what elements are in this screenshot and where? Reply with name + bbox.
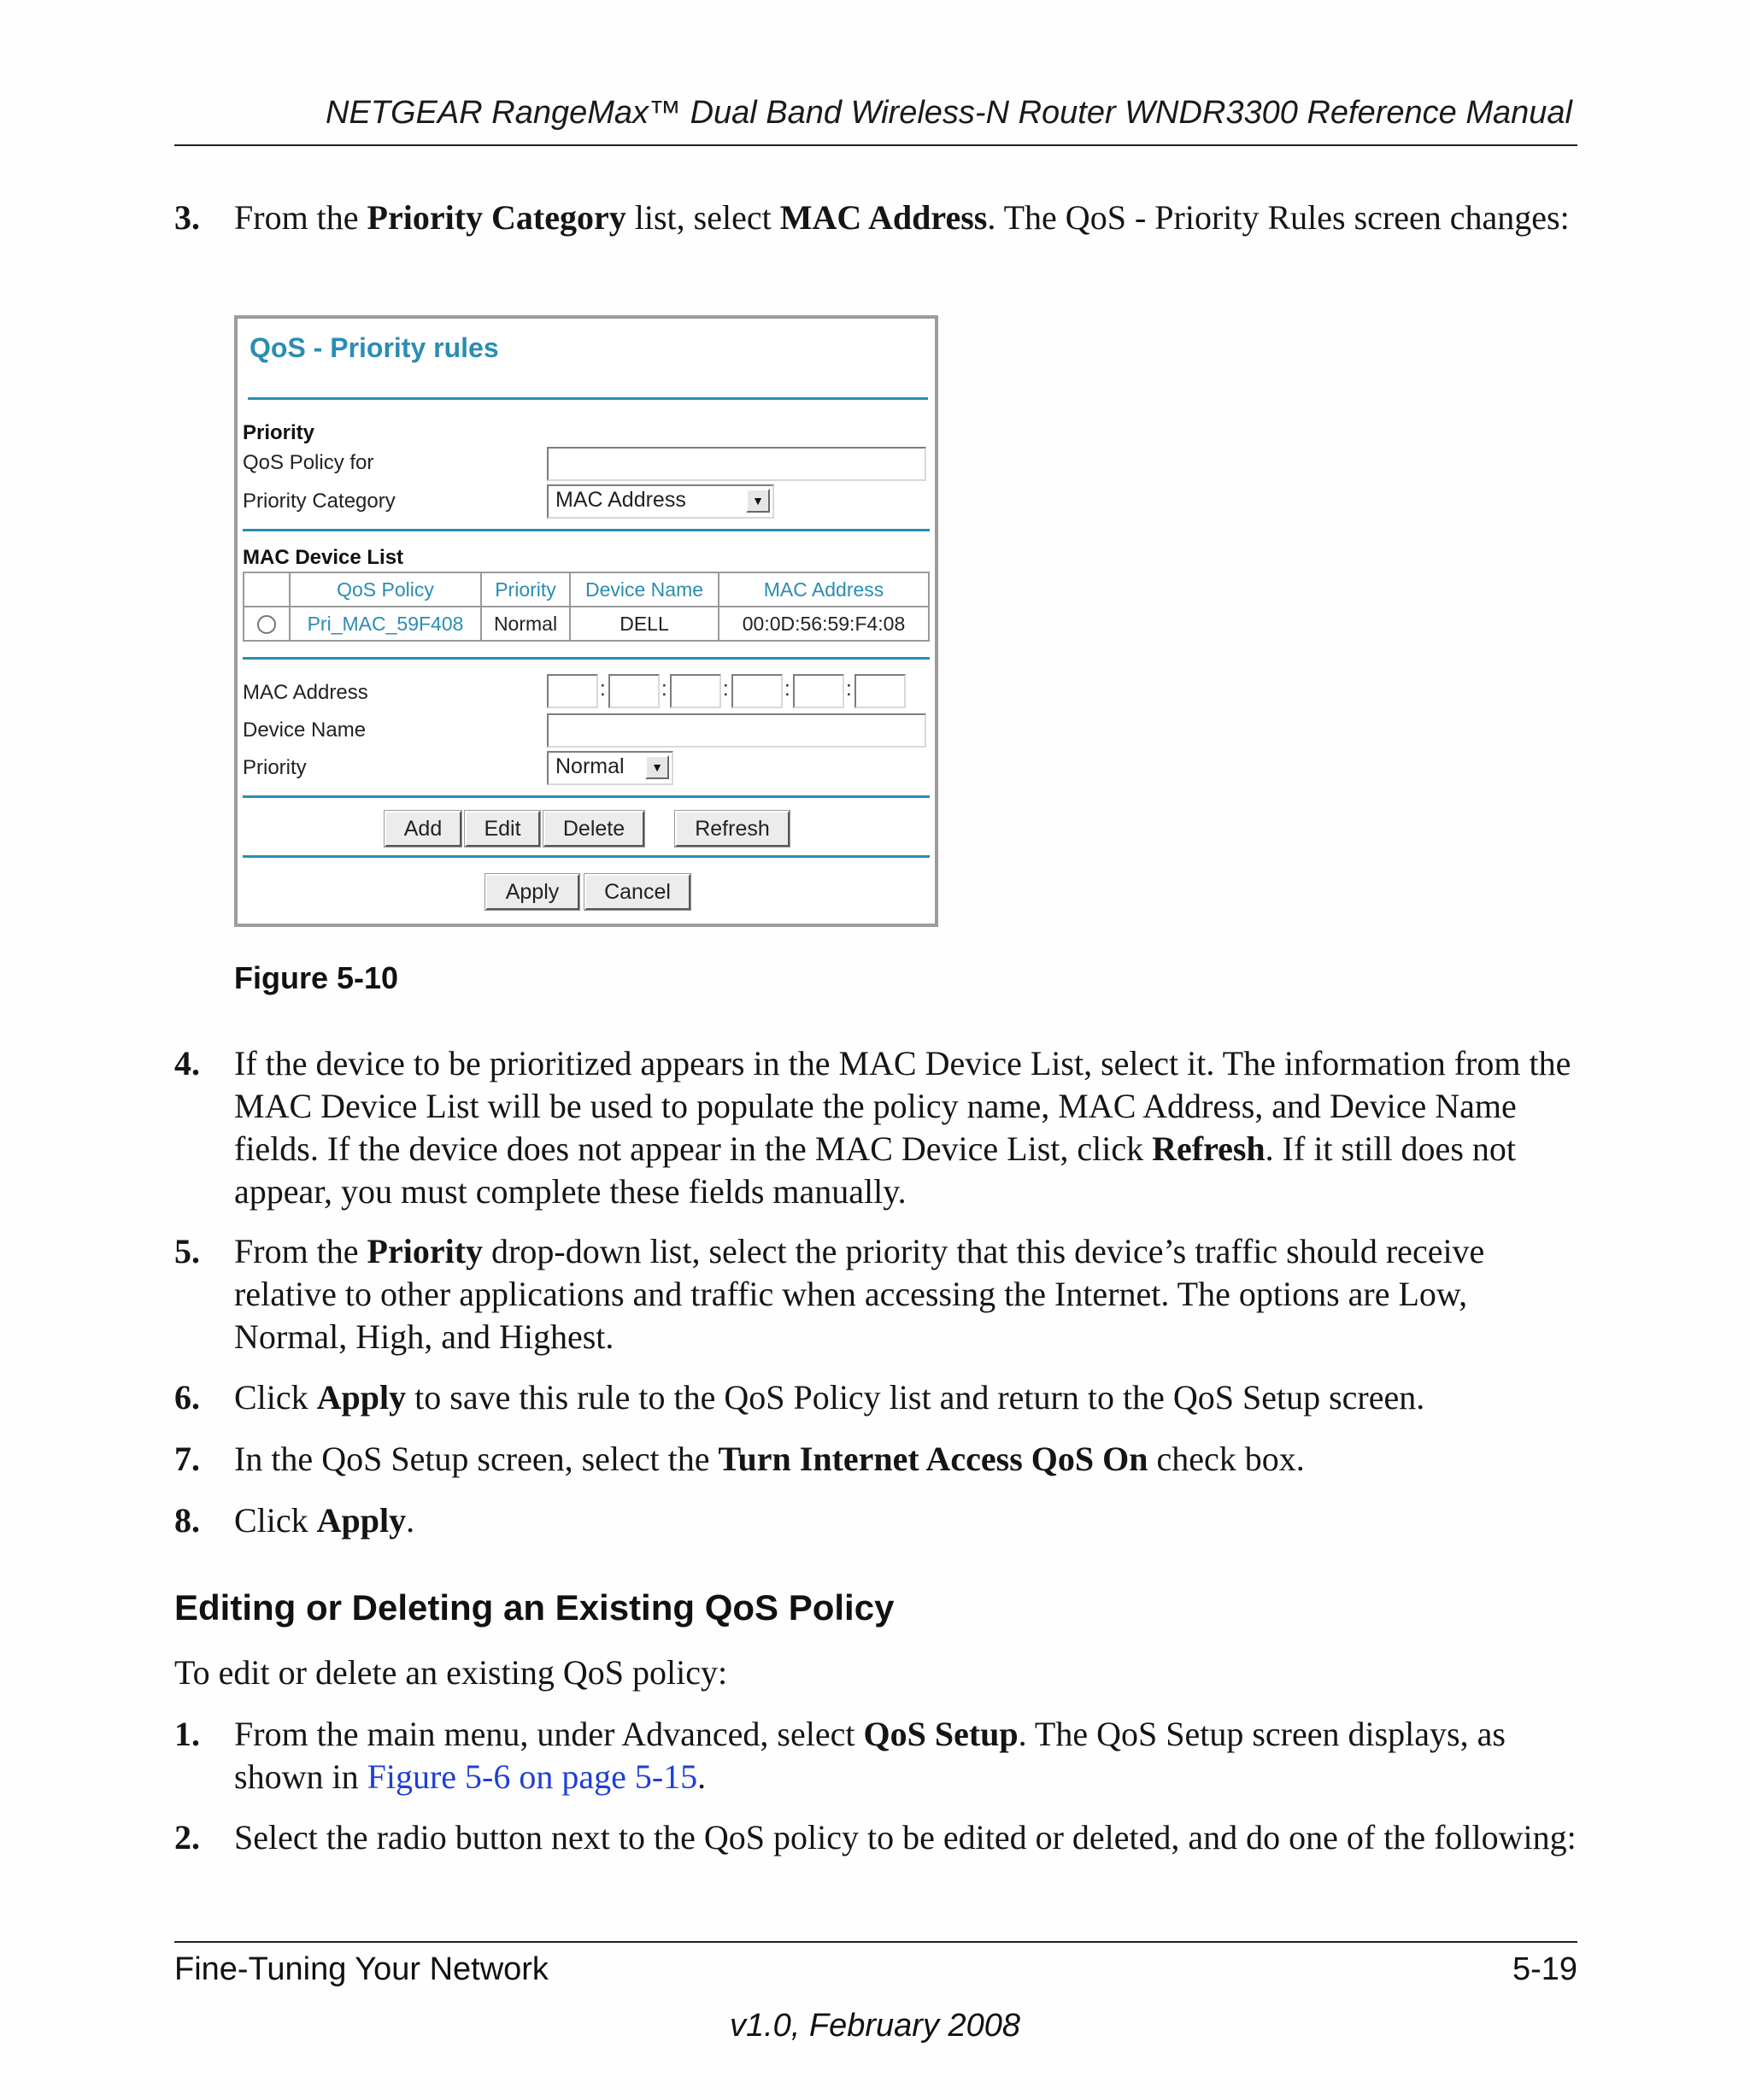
step-number: 5. <box>174 1232 200 1270</box>
bold-term: MAC Address <box>779 198 988 237</box>
bold-term: Priority Category <box>367 198 626 237</box>
text-run: Click <box>234 1378 317 1417</box>
step-number: 1. <box>174 1715 200 1753</box>
text-run: . The QoS - Priority Rules screen changes: <box>987 198 1570 237</box>
policy-cell[interactable]: Pri_MAC_59F408 <box>290 607 481 641</box>
bold-term: Apply <box>316 1378 407 1417</box>
footer-rule <box>174 1941 1577 1943</box>
bold-term: Apply <box>316 1501 407 1540</box>
step-1 <box>174 1713 1584 1798</box>
colon-separator: : <box>600 678 606 701</box>
text-run: . <box>406 1501 415 1540</box>
step-6 <box>174 1376 1584 1419</box>
table-row[interactable] <box>244 607 929 641</box>
text-run: list, select <box>625 198 780 237</box>
step-text <box>234 1376 1584 1419</box>
device-name-input[interactable] <box>547 713 926 748</box>
radio-button[interactable] <box>257 615 276 634</box>
device-name-label: Device Name <box>243 719 367 742</box>
text-run: If the device to be prioritized appears in the MAC Device List, select it. The information from the MAC Device List will be used to populate the policy name, MAC Address, and Device Name fields. If the device does not appear in the MAC Device List, click <box>234 1044 1571 1168</box>
column-header: QoS Policy <box>290 572 481 607</box>
step-text <box>234 1438 1584 1481</box>
bold-term: Refresh <box>1152 1129 1266 1168</box>
mac-octet-input[interactable] <box>670 674 721 708</box>
footer-version: v1.0, February 2008 <box>729 2008 1021 2044</box>
mac-octet-input[interactable] <box>608 674 660 708</box>
priority-category-value: MAC Address <box>555 488 686 512</box>
priority-select[interactable] <box>547 751 673 785</box>
text-run: drop-down list, select the priority that this device’s traffic should receive relative to other applications and traffic when accessing the Internet. The options are Low, Normal, High, and Highest. <box>234 1232 1485 1356</box>
mac-octet-input[interactable] <box>854 674 906 708</box>
step-text <box>234 1042 1584 1213</box>
text-run: From the main menu, under Advanced, select <box>234 1715 864 1753</box>
mac-address-label: MAC Address <box>243 681 368 704</box>
priority-category-label: Priority Category <box>243 490 396 513</box>
chevron-down-icon[interactable]: ▼ <box>645 755 669 779</box>
text-run: From the <box>234 198 367 237</box>
bold-term: Priority <box>367 1232 484 1270</box>
column-header <box>244 572 290 607</box>
mac-octet-input[interactable] <box>793 674 844 708</box>
step-5 <box>174 1230 1584 1358</box>
divider <box>243 795 930 798</box>
device-name-cell: DELL <box>570 607 719 641</box>
mac-octet-input[interactable] <box>731 674 783 708</box>
divider <box>243 529 930 531</box>
step-3 <box>174 197 1584 282</box>
divider <box>243 657 930 660</box>
colon-separator: : <box>784 678 790 701</box>
step-text <box>234 1230 1584 1358</box>
step-text <box>234 1816 1584 1859</box>
text-run: to save this rule to the QoS Policy list and return to the QoS Setup screen. <box>406 1378 1425 1417</box>
text-run: Select the radio button next to the QoS policy to be edited or deleted, and do one of the following: <box>234 1818 1577 1857</box>
divider <box>243 855 930 858</box>
figure-label: Figure 5-10 <box>234 960 399 995</box>
text-run: . If it still does not appear, you must complete these fields manually. <box>234 1129 1516 1211</box>
priority-heading: Priority <box>243 421 315 444</box>
bold-term: Turn Internet Access QoS On <box>718 1440 1148 1478</box>
column-header: Device Name <box>570 572 719 607</box>
apply-button[interactable]: Apply <box>485 874 579 910</box>
column-header: Priority <box>481 572 570 607</box>
step-text <box>234 1713 1584 1798</box>
step-number: 2. <box>174 1818 200 1857</box>
step-7 <box>174 1438 1584 1481</box>
mac-octet-input[interactable] <box>547 674 598 708</box>
priority-category-select[interactable] <box>547 484 774 519</box>
text-run: check box. <box>1148 1440 1305 1478</box>
divider <box>248 397 928 400</box>
step-number: 6. <box>174 1378 200 1417</box>
step-number: 3. <box>174 198 200 237</box>
panel-title: QoS - Priority rules <box>250 332 499 363</box>
footer-page-number: 5-19 <box>1512 1951 1577 1987</box>
refresh-button[interactable]: Refresh <box>675 811 790 847</box>
qos-priority-rules-screenshot <box>234 315 938 927</box>
cancel-button[interactable]: Cancel <box>584 874 690 910</box>
section-heading: Editing or Deleting an Existing QoS Policy <box>174 1587 895 1628</box>
header-rule <box>174 144 1577 146</box>
step-8 <box>174 1499 1584 1542</box>
step-number: 8. <box>174 1501 200 1540</box>
mac-address-cell: 00:0D:56:59:F4:08 <box>719 607 929 641</box>
intro-text: To edit or delete an existing QoS policy: <box>174 1653 728 1692</box>
running-header: NETGEAR RangeMax™ Dual Band Wireless-N Router WNDR3300 Reference Manual <box>326 95 1572 131</box>
step-text <box>234 1499 1584 1542</box>
step-number: 7. <box>174 1440 200 1478</box>
footer-chapter: Fine-Tuning Your Network <box>174 1951 549 1987</box>
column-header: MAC Address <box>719 572 929 607</box>
text-run: . The QoS Setup screen displays, as shown in <box>234 1715 1506 1796</box>
priority-value: Normal <box>555 754 625 778</box>
priority-cell: Normal <box>481 607 570 641</box>
text-run: In the QoS Setup screen, select the <box>234 1440 719 1478</box>
text-run: . <box>697 1757 707 1796</box>
step-number: 4. <box>174 1044 200 1082</box>
qos-policy-for-input[interactable] <box>547 447 926 481</box>
step-4 <box>174 1042 1584 1213</box>
step-text <box>234 197 1584 239</box>
table-header-row <box>244 572 929 607</box>
delete-button[interactable]: Delete <box>543 811 644 847</box>
priority-label: Priority <box>243 756 307 779</box>
mac-device-table <box>243 572 930 642</box>
step-2 <box>174 1816 1584 1902</box>
policy-for-label: QoS Policy for <box>243 451 374 474</box>
row-select-cell <box>244 607 290 641</box>
colon-separator: : <box>661 678 667 701</box>
colon-separator: : <box>723 678 729 701</box>
mac-device-list-heading: MAC Device List <box>243 546 404 569</box>
cross-reference-link[interactable]: Figure 5-6 on page 5-15 <box>367 1757 698 1796</box>
colon-separator: : <box>846 678 852 701</box>
chevron-down-icon[interactable]: ▼ <box>746 489 770 513</box>
edit-button[interactable]: Edit <box>465 811 540 847</box>
text-run: From the <box>234 1232 367 1270</box>
add-button[interactable]: Add <box>385 811 461 847</box>
bold-term: QoS Setup <box>863 1715 1019 1753</box>
text-run: Click <box>234 1501 317 1540</box>
